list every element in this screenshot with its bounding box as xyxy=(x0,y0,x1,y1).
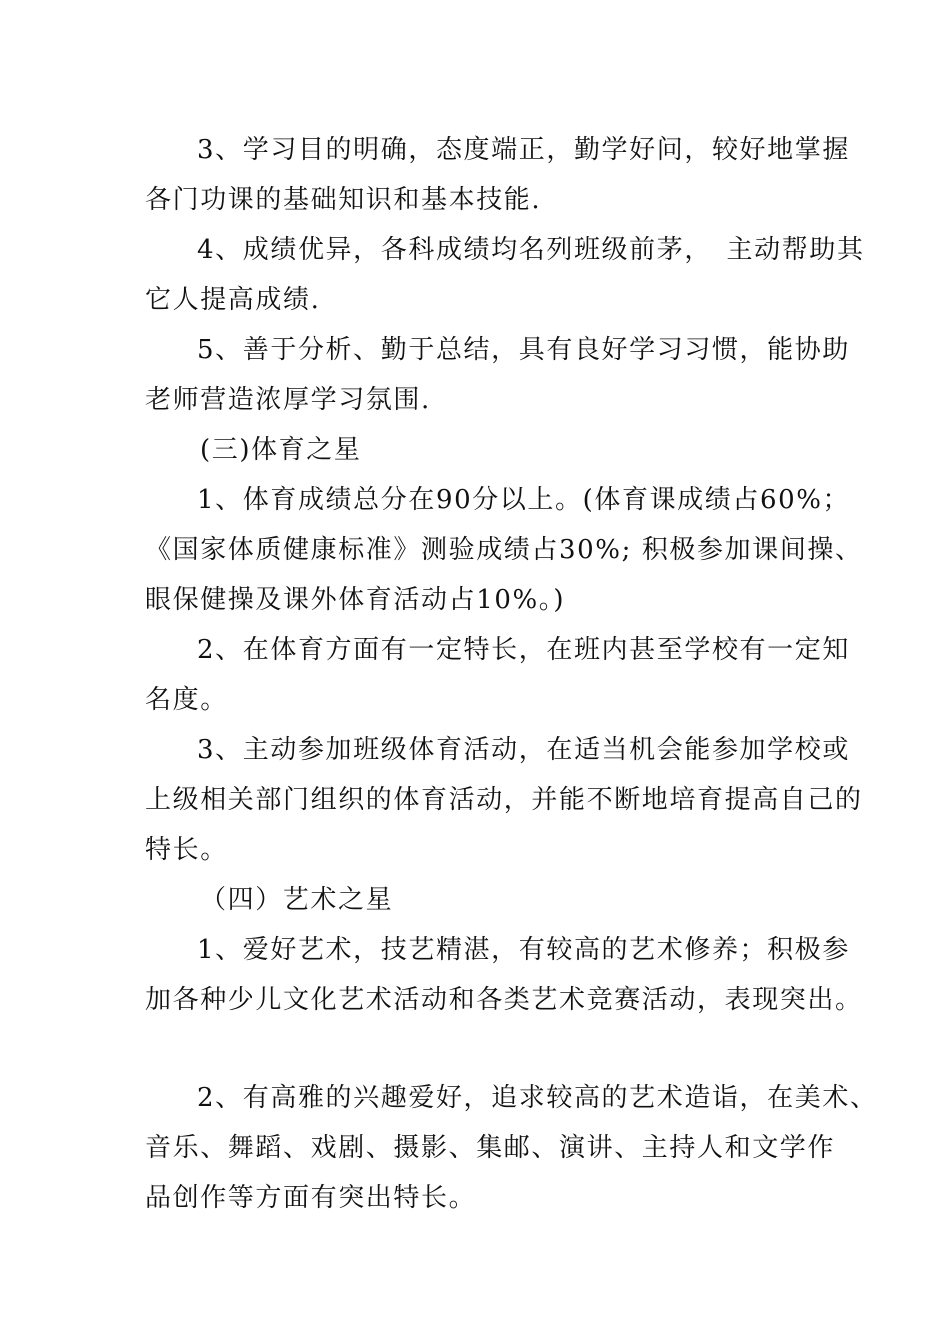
paragraph-line-15: 特长。 xyxy=(145,835,228,865)
paragraph-line-11: 2、在体育方面有一定特长，在班内甚至学校有一定知 xyxy=(197,635,850,665)
paragraph-line-12: 名度。 xyxy=(145,685,228,715)
paragraph-line-8: 1、体育成绩总分在90分以上。(体育课成绩占60%； xyxy=(197,485,851,515)
paragraph-line-13: 3、主动参加班级体育活动，在适当机会能参加学校或 xyxy=(197,735,850,765)
paragraph-line-21: 品创作等方面有突出特长。 xyxy=(145,1183,477,1213)
paragraph-line-19: 2、有高雅的兴趣爱好，追求较高的艺术造诣，在美术、 xyxy=(197,1083,878,1113)
section-heading-art-star: （四）艺术之星 xyxy=(200,885,394,915)
paragraph-line-17: 1、爱好艺术，技艺精湛，有较高的艺术修养；积极参 xyxy=(197,935,850,965)
paragraph-line-10: 眼保健操及课外体育活动占10%。) xyxy=(145,585,566,615)
paragraph-line-6: 老师营造浓厚学习氛围. xyxy=(145,385,431,415)
paragraph-line-5: 5、善于分析、勤于总结，具有良好学习习惯，能协助 xyxy=(197,335,850,365)
paragraph-line-3: 4、成绩优异，各科成绩均名列班级前茅， 主动帮助其 xyxy=(197,235,865,265)
paragraph-line-9: 《国家体质健康标准》测验成绩占30%; 积极参加课间操、 xyxy=(145,535,863,565)
paragraph-line-2: 各门功课的基础知识和基本技能. xyxy=(145,185,542,215)
paragraph-line-18: 加各种少儿文化艺术活动和各类艺术竞赛活动，表现突出。 xyxy=(145,985,863,1015)
paragraph-line-4: 它人提高成绩. xyxy=(145,285,321,315)
paragraph-line-14: 上级相关部门组织的体育活动，并能不断地培育提高自己的 xyxy=(145,785,863,815)
section-heading-sports-star: (三)体育之星 xyxy=(200,435,362,465)
paragraph-line-1: 3、学习目的明确，态度端正，勤学好问，较好地掌握 xyxy=(197,135,850,165)
paragraph-line-20: 音乐、舞蹈、戏剧、摄影、集邮、演讲、主持人和文学作 xyxy=(145,1133,836,1163)
